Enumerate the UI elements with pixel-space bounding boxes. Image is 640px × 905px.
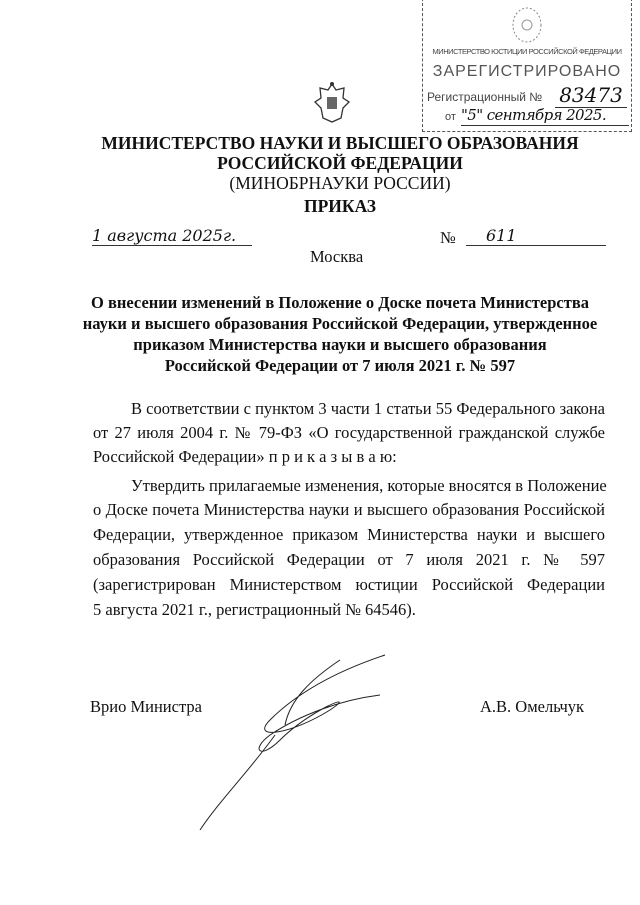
body-line: Утвердить прилагаемые изменения, которые вносятся в Положение <box>131 476 607 495</box>
stamp-emblem-icon <box>509 5 545 45</box>
body-line: Федерации, утвержденное приказом Министерства науки и высшего <box>93 525 605 544</box>
document-type: ПРИКАЗ <box>303 196 377 216</box>
signatory-name: А.В. Омельчук <box>480 697 585 716</box>
stamp-reg-number: 83473 <box>555 83 627 108</box>
ministry-title-line1: МИНИСТЕРСТВО НАУКИ И ВЫСШЕГО ОБРАЗОВАНИЯ <box>101 133 579 153</box>
order-number-label: № <box>440 228 456 247</box>
heading-line: Российской Федерации от 7 июля 2021 г. № 597 <box>164 356 516 375</box>
heading-line: О внесении изменений в Положение о Доске почета Министерства <box>91 293 589 312</box>
city: Москва <box>310 247 364 266</box>
stamp-status: ЗАРЕГИСТРИРОВАНО <box>432 63 622 80</box>
ministry-short-name: (МИНОБРНАУКИ РОССИИ) <box>229 173 451 193</box>
stamp-date: "5" сентября 2025. <box>461 105 629 126</box>
body-line: от 27 июля 2004 г. № 79-ФЗ «О государственной гражданской службе <box>93 423 605 442</box>
stamp-date-label: от <box>445 111 456 123</box>
coat-of-arms-icon <box>313 80 351 126</box>
signatory-position: Врио Министра <box>90 697 202 716</box>
order-date: 1 августа 2025г. <box>92 226 252 246</box>
body-line: Российской Федерации» п р и к а з ы в а ю: <box>93 447 397 466</box>
registration-stamp <box>422 0 632 132</box>
stamp-ministry: МИНИСТЕРСТВО ЮСТИЦИИ РОССИЙСКОЙ ФЕДЕРАЦИИ <box>432 47 622 56</box>
handwritten-signature <box>190 640 430 840</box>
body-line: о Доске почета Министерства науки и высшего образования Российской <box>93 500 605 519</box>
body-line: 5 августа 2021 г., регистрационный № 64546). <box>93 600 416 619</box>
heading-line: приказом Министерства науки и высшего образования <box>133 335 547 354</box>
heading-line: науки и высшего образования Российской Федерации, утвержденное <box>82 314 598 333</box>
body-line: (зарегистрирован Министерством юстиции Российской Федерации <box>93 575 605 594</box>
order-number: 611 <box>466 226 606 246</box>
body-line: В соответствии с пунктом 3 части 1 статьи 55 Федерального закона <box>131 399 605 418</box>
stamp-reg-label: Регистрационный № <box>427 90 543 104</box>
ministry-title-line2: РОССИЙСКОЙ ФЕДЕРАЦИИ <box>217 153 463 173</box>
body-line: образования Российской Федерации от 7 июля 2021 г. № 597 <box>93 550 605 569</box>
